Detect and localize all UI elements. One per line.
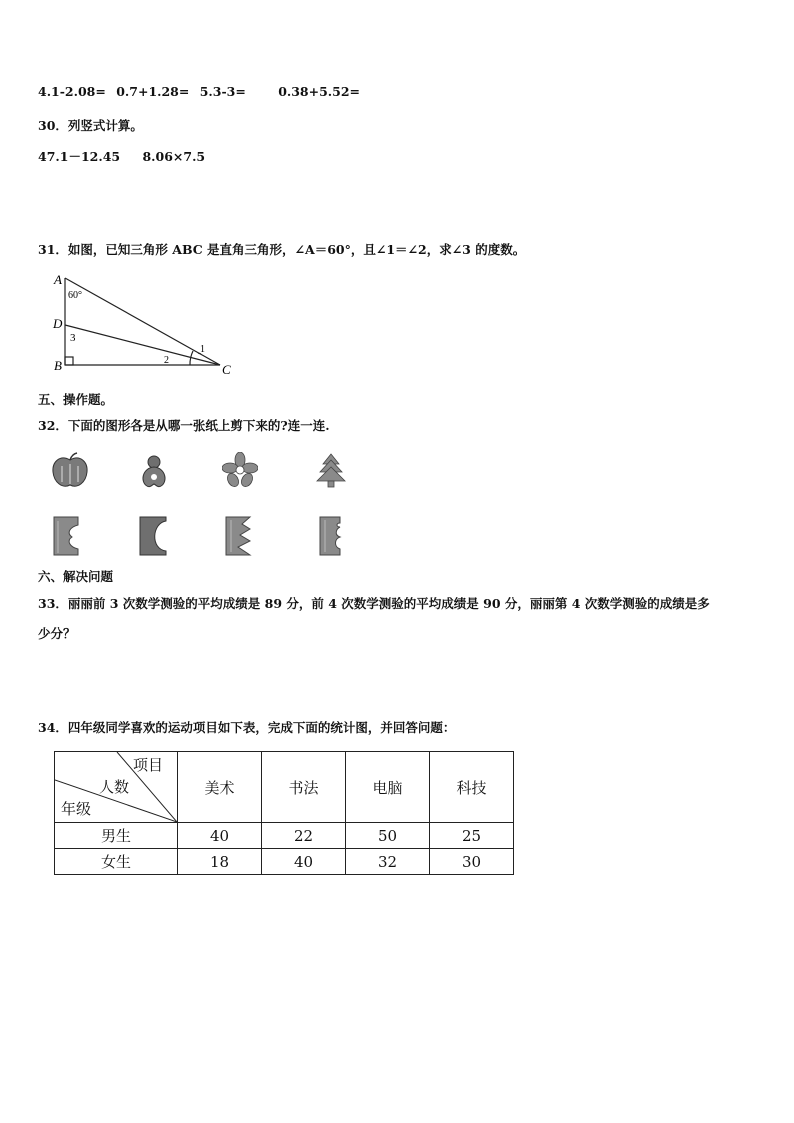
q29-expr-4: 0.38+5.52= <box>278 84 361 99</box>
q33-line-1: 33．丽丽前 3 次数学测验的平均成绩是 89 分，前 4 次数学测验的平均成绩是 90 分，丽丽第 4 次数学测验的成绩是多 <box>38 596 710 611</box>
cell-boys-tech: 25 <box>430 823 514 849</box>
tree-icon <box>314 452 348 490</box>
cut-paper-d-icon <box>316 515 346 557</box>
cell-boys-art: 40 <box>178 823 262 849</box>
q29-expr-2: 0.7+1.28= <box>116 84 190 99</box>
q33-line-2: 少分？ <box>38 626 76 641</box>
segment-dc <box>65 325 220 365</box>
label-d: D <box>53 316 63 331</box>
cell-boys-computer: 50 <box>346 823 430 849</box>
table-row <box>55 849 514 875</box>
label-a: A <box>54 272 62 287</box>
gourd-icon <box>138 452 170 490</box>
row-label-boys: 男生 <box>55 823 178 849</box>
cell-girls-calligraphy: 40 <box>262 849 346 875</box>
label-angle-1: 1 <box>200 344 205 355</box>
q29-expr-1: 4.1-2.08= <box>38 84 106 99</box>
q34-title: 34．四年级同学喜欢的运动项目如下表，完成下面的统计图，并回答问题： <box>38 720 456 735</box>
q30-expressions <box>38 147 205 165</box>
corner-label-item: 项目 <box>133 756 164 774</box>
right-angle-mark <box>65 357 73 365</box>
cell-girls-art: 18 <box>178 849 262 875</box>
label-angle-3: 3 <box>70 332 76 344</box>
apple-icon <box>50 452 90 490</box>
table-corner-cell <box>55 752 178 823</box>
cut-paper-c-icon <box>224 515 254 557</box>
row-label-girls: 女生 <box>55 849 178 875</box>
q30-title: 30．列竖式计算。 <box>38 118 143 133</box>
q31-title: 31．如图，已知三角形 ABC 是直角三角形，∠A＝60°，且∠1＝∠2，求∠3 的度数。 <box>38 242 526 257</box>
col-header-tech: 科技 <box>430 752 514 823</box>
side-ac <box>65 278 220 365</box>
q32-title: 32．下面的图形各是从哪一张纸上剪下来的?连一连. <box>38 418 330 433</box>
cell-boys-calligraphy: 22 <box>262 823 346 849</box>
corner-label-grade: 年级 <box>61 800 92 818</box>
cell-girls-tech: 30 <box>430 849 514 875</box>
sports-table <box>54 751 514 875</box>
col-header-art: 美术 <box>178 752 262 823</box>
col-header-calligraphy: 书法 <box>262 752 346 823</box>
flower-icon <box>222 452 258 488</box>
cut-paper-a-icon <box>52 515 82 557</box>
cut-paper-b-icon <box>138 515 168 557</box>
corner-label-count: 人数 <box>99 778 130 796</box>
section5-title: 五、操作题。 <box>38 392 114 407</box>
triangle-figure <box>50 270 240 380</box>
q29-expr-3: 5.3-3= <box>199 84 246 99</box>
cell-girls-computer: 32 <box>346 849 430 875</box>
q30-expr-1: 47.1－12.45 <box>38 149 121 164</box>
section6-title: 六、解决问题 <box>38 569 114 584</box>
col-header-computer: 电脑 <box>346 752 430 823</box>
label-angle-a: 60° <box>68 290 82 301</box>
q29-expressions <box>38 84 360 99</box>
label-b: B <box>54 358 62 373</box>
q30-expr-2: 8.06×7.5 <box>142 149 206 164</box>
label-angle-2: 2 <box>164 355 169 366</box>
table-row <box>55 823 514 849</box>
label-c: C <box>222 362 231 377</box>
